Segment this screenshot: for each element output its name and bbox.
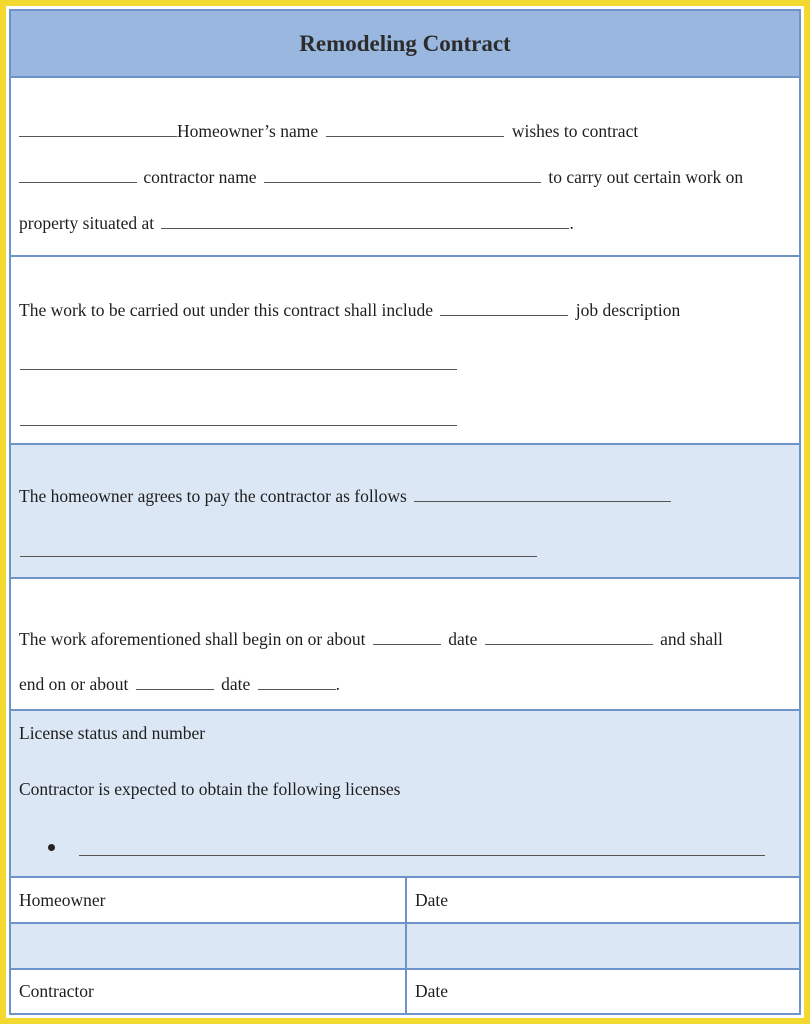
homeowner-date-space[interactable] <box>407 924 799 970</box>
payment-label: The homeowner agrees to pay the contractor as follows <box>19 486 407 506</box>
form-title: Remodeling Contract <box>299 30 511 56</box>
contractor-label: Contractor <box>19 981 94 1001</box>
contractor-signature-cell[interactable] <box>11 970 407 1013</box>
homeowner-name-field[interactable] <box>326 120 504 137</box>
begin-label: The work aforementioned shall begin on or about <box>19 629 366 649</box>
payment-terms-line-2[interactable] <box>20 556 537 557</box>
homeowner-name-blank[interactable] <box>19 120 177 137</box>
homeowner-date-cell[interactable] <box>407 878 799 924</box>
parties-section <box>11 78 799 257</box>
work-include-blank[interactable] <box>440 299 568 316</box>
license-section <box>11 711 799 878</box>
dates-line-1 <box>19 628 723 650</box>
payment-terms-field[interactable] <box>414 485 671 502</box>
property-label: property situated at <box>19 213 155 233</box>
end-blank[interactable] <box>136 673 214 690</box>
end-date-field[interactable] <box>258 673 336 690</box>
license-heading: License status and number <box>19 723 206 743</box>
license-text: Contractor is expected to obtain the following licenses <box>19 779 401 799</box>
parties-line-3 <box>19 212 574 234</box>
homeowner-label: Homeowner <box>19 889 106 910</box>
date-label-1: Date <box>415 889 449 910</box>
date-label-2: Date <box>415 981 449 1001</box>
form-container <box>9 9 801 1015</box>
document-frame <box>6 6 804 1018</box>
form-header <box>11 11 799 78</box>
end-period: . <box>335 674 341 694</box>
wishes-label: wishes to contract <box>511 121 639 141</box>
bullet-icon <box>48 844 55 851</box>
work-include-label: The work to be carried out under this contract shall include <box>19 300 434 320</box>
homeowner-signature-cell[interactable] <box>11 878 407 924</box>
contractor-name-field[interactable] <box>264 166 541 183</box>
homeowner-name-label: Homeowner’s name <box>177 121 319 141</box>
job-description-line-1[interactable] <box>20 369 457 370</box>
property-address-field[interactable] <box>161 212 569 229</box>
contractor-name-blank[interactable] <box>19 166 137 183</box>
payment-section <box>11 445 799 579</box>
property-end-period: . <box>569 213 574 233</box>
contractor-date-cell[interactable] <box>407 970 799 1013</box>
work-line-1 <box>19 299 680 321</box>
dates-section <box>11 579 799 711</box>
contractor-name-label: contractor name <box>143 167 257 187</box>
parties-line-2 <box>19 166 743 188</box>
payment-line-1 <box>19 485 671 507</box>
begin-date-field[interactable] <box>485 628 653 645</box>
signature-table <box>11 878 799 1013</box>
homeowner-signature-space[interactable] <box>11 924 407 970</box>
dates-line-2 <box>19 673 340 695</box>
carry-out-label: to carry out certain work on <box>548 167 744 187</box>
work-description-section <box>11 257 799 445</box>
begin-blank[interactable] <box>373 628 441 645</box>
job-description-line-2[interactable] <box>20 425 457 426</box>
parties-line-1 <box>19 120 638 142</box>
and-shall-label: and shall <box>660 629 723 649</box>
end-label: end on or about <box>19 674 129 694</box>
end-date-label: date <box>221 674 251 694</box>
job-description-label: job description <box>575 300 681 320</box>
license-field[interactable] <box>79 855 765 856</box>
begin-date-label: date <box>448 629 478 649</box>
